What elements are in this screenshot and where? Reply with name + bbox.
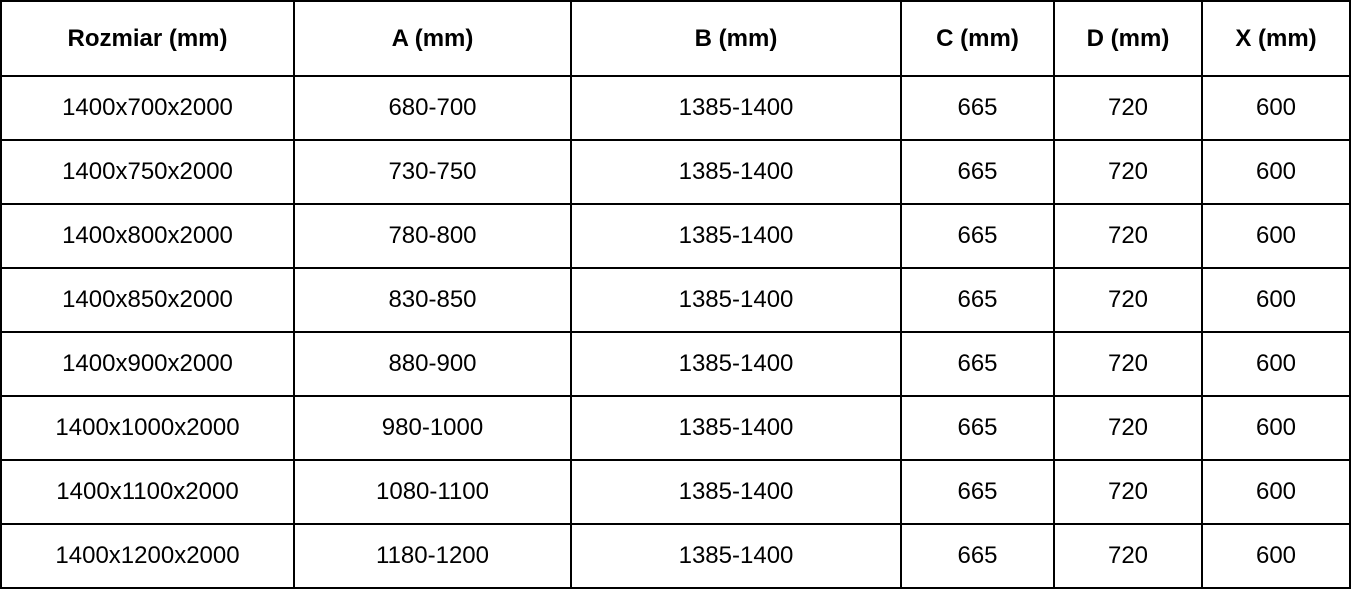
cell-rozmiar: 1400x700x2000	[1, 76, 294, 140]
cell-b: 1385-1400	[571, 140, 901, 204]
cell-d: 720	[1054, 76, 1202, 140]
cell-d: 720	[1054, 524, 1202, 588]
cell-b: 1385-1400	[571, 460, 901, 524]
cell-c: 665	[901, 204, 1054, 268]
cell-c: 665	[901, 396, 1054, 460]
table-row	[1, 396, 1350, 460]
cell-rozmiar: 1400x750x2000	[1, 140, 294, 204]
cell-c: 665	[901, 524, 1054, 588]
cell-a: 780-800	[294, 204, 571, 268]
cell-b: 1385-1400	[571, 268, 901, 332]
cell-a: 880-900	[294, 332, 571, 396]
cell-d: 720	[1054, 396, 1202, 460]
cell-a: 680-700	[294, 76, 571, 140]
cell-a: 1180-1200	[294, 524, 571, 588]
cell-x: 600	[1202, 460, 1350, 524]
cell-c: 665	[901, 332, 1054, 396]
cell-d: 720	[1054, 140, 1202, 204]
cell-a: 730-750	[294, 140, 571, 204]
cell-rozmiar: 1400x1000x2000	[1, 396, 294, 460]
column-header-a: A (mm)	[294, 1, 571, 76]
cell-c: 665	[901, 140, 1054, 204]
cell-c: 665	[901, 76, 1054, 140]
cell-x: 600	[1202, 396, 1350, 460]
cell-rozmiar: 1400x850x2000	[1, 268, 294, 332]
table-row	[1, 460, 1350, 524]
cell-c: 665	[901, 460, 1054, 524]
cell-d: 720	[1054, 268, 1202, 332]
cell-d: 720	[1054, 460, 1202, 524]
cell-b: 1385-1400	[571, 524, 901, 588]
cell-rozmiar: 1400x1100x2000	[1, 460, 294, 524]
table-row	[1, 140, 1350, 204]
table-row	[1, 204, 1350, 268]
column-header-c: C (mm)	[901, 1, 1054, 76]
cell-b: 1385-1400	[571, 332, 901, 396]
cell-b: 1385-1400	[571, 76, 901, 140]
cell-c: 665	[901, 268, 1054, 332]
column-header-d: D (mm)	[1054, 1, 1202, 76]
cell-b: 1385-1400	[571, 204, 901, 268]
cell-x: 600	[1202, 204, 1350, 268]
column-header-b: B (mm)	[571, 1, 901, 76]
column-header-rozmiar: Rozmiar (mm)	[1, 1, 294, 76]
cell-d: 720	[1054, 204, 1202, 268]
cell-rozmiar: 1400x900x2000	[1, 332, 294, 396]
table-row	[1, 268, 1350, 332]
cell-a: 980-1000	[294, 396, 571, 460]
cell-x: 600	[1202, 524, 1350, 588]
table-header-row	[1, 1, 1350, 76]
cell-rozmiar: 1400x800x2000	[1, 204, 294, 268]
cell-x: 600	[1202, 332, 1350, 396]
cell-d: 720	[1054, 332, 1202, 396]
cell-x: 600	[1202, 140, 1350, 204]
cell-a: 830-850	[294, 268, 571, 332]
table-row	[1, 332, 1350, 396]
cell-b: 1385-1400	[571, 396, 901, 460]
cell-x: 600	[1202, 268, 1350, 332]
cell-a: 1080-1100	[294, 460, 571, 524]
cell-x: 600	[1202, 76, 1350, 140]
cell-rozmiar: 1400x1200x2000	[1, 524, 294, 588]
column-header-x: X (mm)	[1202, 1, 1350, 76]
table-row	[1, 524, 1350, 588]
table-row	[1, 76, 1350, 140]
